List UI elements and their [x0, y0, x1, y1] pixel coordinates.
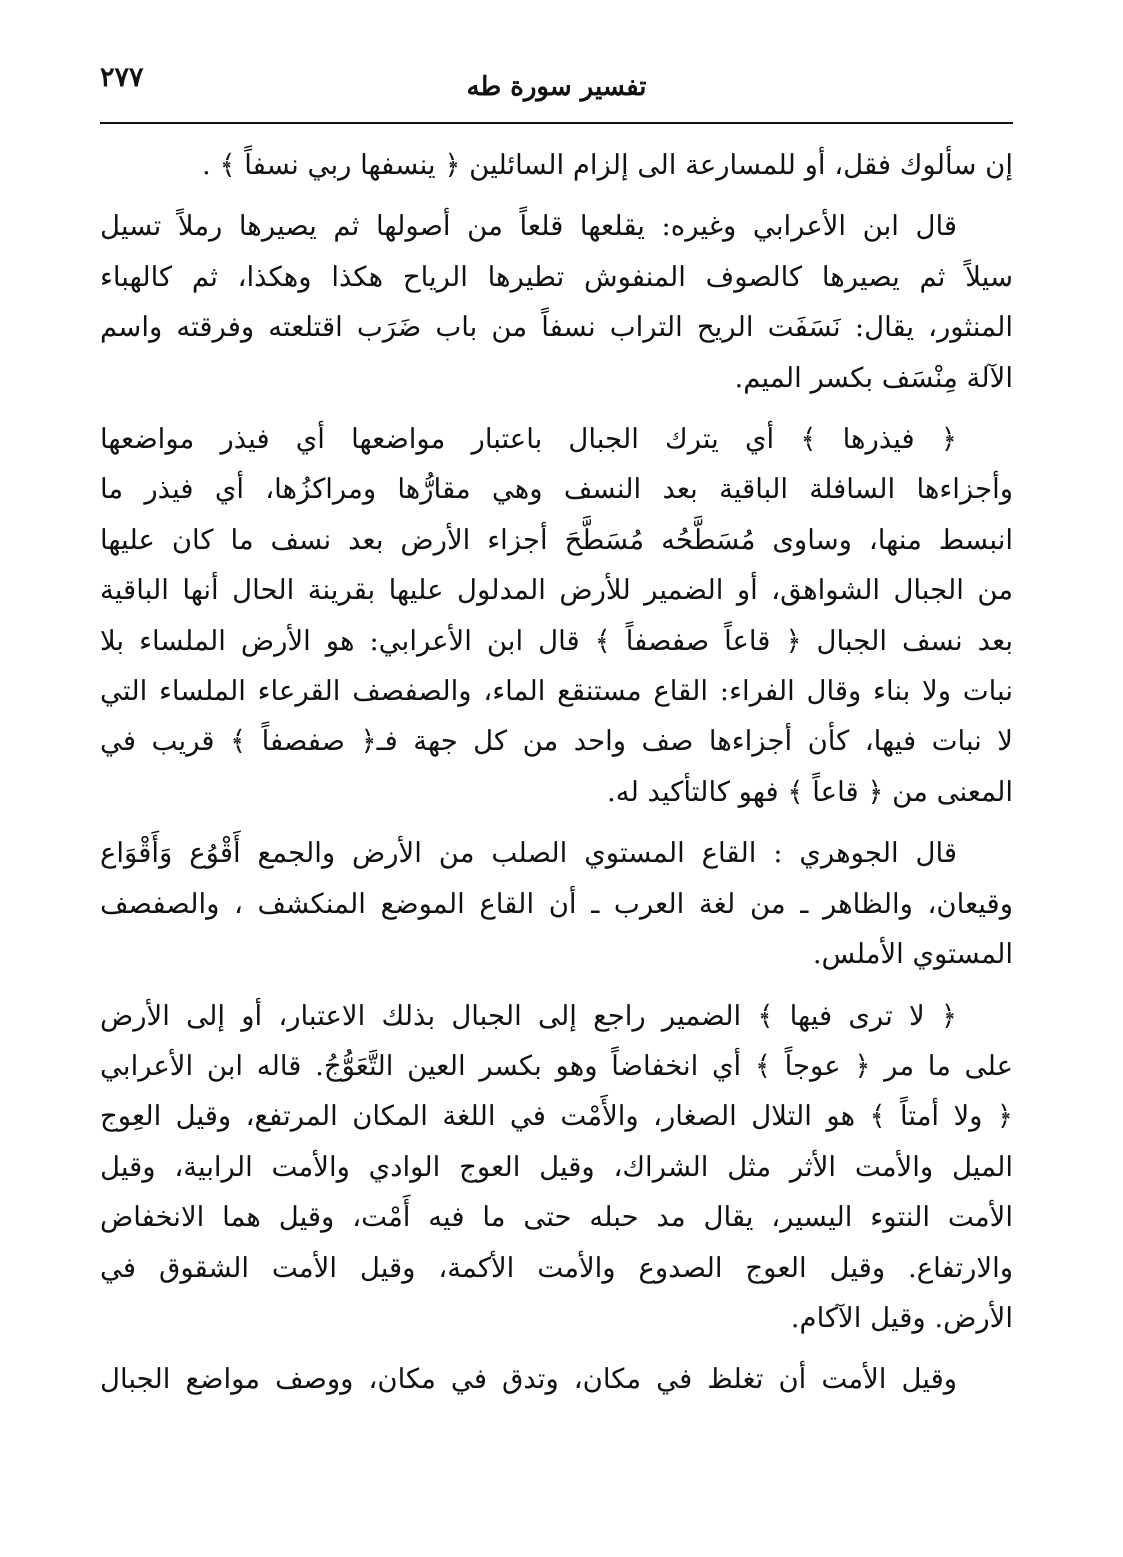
text-line: من الجبال الشواهق، أو الضمير للأرض المدلول عليها بقرينة الحال أنها الباقية: [100, 574, 1013, 607]
text-line: بعد نسف الجبال ﴿ قاعاً صفصفاً ﴾ قال ابن الأعرابي: هو الأرض الملساء بلا: [100, 624, 1013, 657]
text-line: ﴿ لا ترى فيها ﴾ الضمير راجع إلى الجبال بذلك الاعتبار، أو إلى الأرض: [100, 999, 957, 1032]
text-line: وقيعان، والظاهر ـ من لغة العرب ـ أن القاع الموضع المنكشف ، والصفصف: [100, 887, 1013, 920]
running-title: تفسير سورة طه: [466, 72, 647, 102]
text-line: وقيل الأمت أن تغلظ في مكان، وتدق في مكان، ووصف مواضع الجبال: [100, 1363, 957, 1396]
text-line: ﴿ فيذرها ﴾ أي يترك الجبال باعتبار مواضعها أي فيذر مواضعها: [100, 423, 957, 456]
text-line: الأمت النتوء اليسير، يقال مد حبله حتى ما فيه أَمْت، وقيل هما الانخفاض: [100, 1201, 1013, 1234]
text-line: قال ابن الأعرابي وغيره: يقلعها قلعاً من أصولها ثم يصيرها رملاً تسيل: [100, 210, 957, 243]
text-line: الميل والأمت الأثر مثل الشراك، وقيل العوج الوادي والأمت الرابية، وقيل: [100, 1150, 1013, 1183]
page-number: ٢٧٧: [100, 62, 144, 93]
paragraph: [100, 201, 1013, 403]
body-text: [100, 140, 1013, 1405]
header-rule: [100, 122, 1013, 124]
text-line: ﴿ ولا أمتاً ﴾ هو التلال الصغار، والأَمْت في اللغة المكان المرتفع، وقيل العِوج: [100, 1100, 1013, 1133]
text-line: المنثور، يقال: نَسَفَت الريح التراب نسفاً من باب ضَرَب اقتلعته وفرقته واسم: [100, 311, 1013, 344]
text-line: والارتفاع. وقيل العوج الصدوع والأمت الأكمة، وقيل الأمت الشقوق في: [100, 1251, 1013, 1284]
paragraph-gap: [100, 980, 1013, 991]
text-line: الآلة مِنْسَف بكسر الميم.: [734, 361, 1013, 394]
text-line: انبسط منها، وساوى مُسَطَّحُه مُسَطَّحَ أجزاء الأرض بعد نسف ما كان عليها: [100, 523, 1013, 556]
paragraph-gap: [100, 403, 1013, 414]
text-line: سيلاً ثم يصيرها كالصوف المنفوش تطيرها الرياح هكذا وهكذا، ثم كالهباء: [100, 260, 1013, 293]
paragraph: [100, 140, 1013, 190]
text-line: على ما مر ﴿ عوجاً ﴾ أي انخفاضاً وهو بكسر العين التَّعَوُّجُ. قاله ابن الأعرابي: [100, 1049, 1013, 1082]
text-line: إن سألوك فقل، أو للمسارعة الى إلزام السائلين ﴿ ينسفها ربي نسفاً ﴾ .: [201, 149, 1013, 181]
paragraph-gap: [100, 1343, 1013, 1354]
text-line: المستوي الأملس.: [812, 938, 1013, 971]
text-line: قال الجوهري : القاع المستوي الصلب من الأرض والجمع أَقْوُع وَأَقْوَاع: [100, 837, 957, 870]
paragraph: [100, 414, 1013, 817]
text-line: نبات ولا بناء وقال الفراء: القاع مستنقع الماء، والصفصف القرعاء الملساء التي: [100, 675, 1013, 708]
text-line: لا نبات فيها، كأن أجزاءها صف واحد من كل جهة فـ﴿ صفصفاً ﴾ قريب في: [100, 725, 1013, 758]
paragraph: [100, 1354, 1013, 1404]
text-line: وأجزاءها السافلة الباقية بعد النسف وهي مقارُّها ومراكزُها، أي فيذر ما: [100, 473, 1013, 506]
text-line: الأرض. وقيل الآكام.: [790, 1301, 1013, 1334]
paragraph: [100, 828, 1013, 979]
page-header: [100, 58, 1013, 118]
paragraph-gap: [100, 817, 1013, 828]
text-line: المعنى من ﴿ قاعاً ﴾ فهو كالتأكيد له.: [606, 775, 1013, 808]
paragraph: [100, 991, 1013, 1344]
paragraph-gap: [100, 190, 1013, 201]
